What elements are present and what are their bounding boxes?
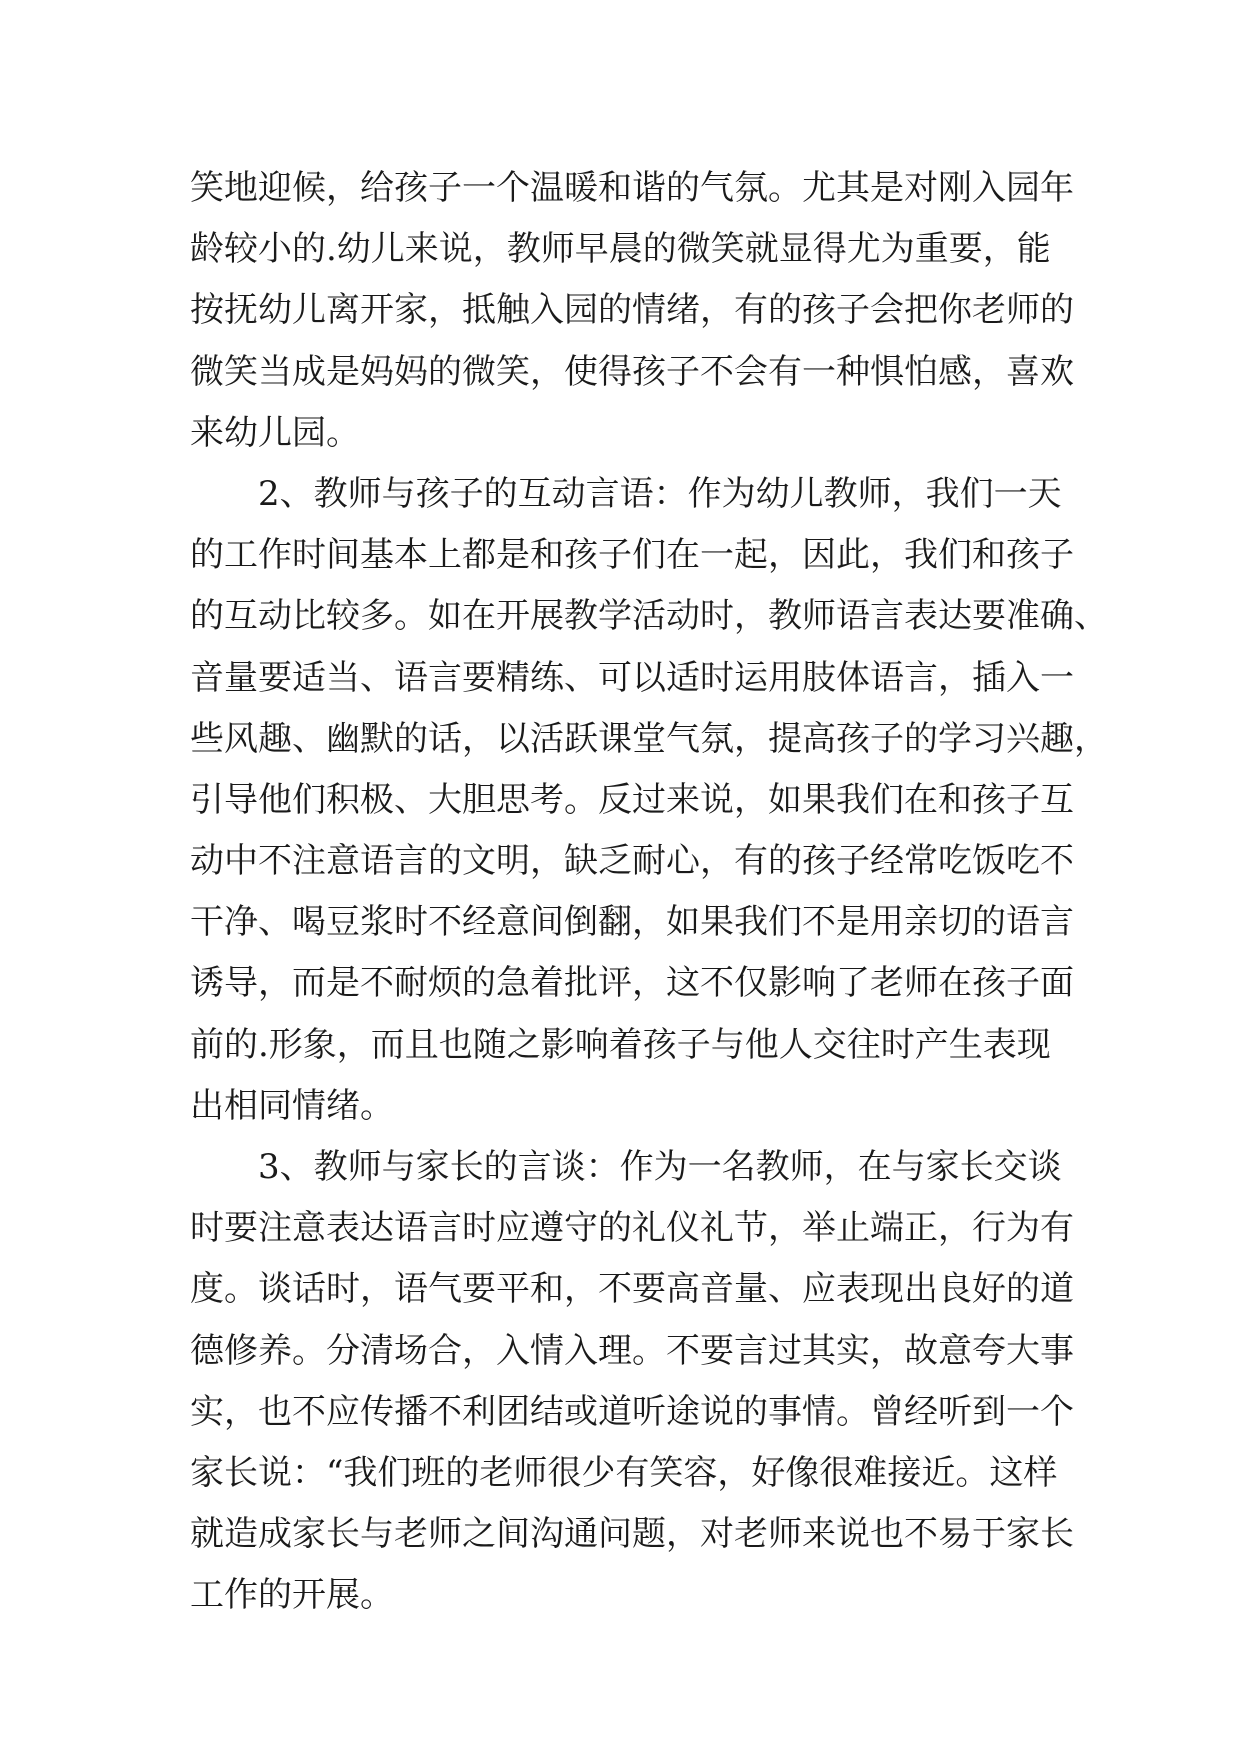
body-line: 的工作时间基本上都是和孩子们在一起，因此，我们和孩子 [190, 535, 1074, 576]
body-line: 的互动比较多。如在开展教学活动时，教师语言表达要准确、 [190, 596, 1108, 637]
body-line: 实，也不应传播不利团结或道听途说的事情。曾经听到一个 [190, 1391, 1074, 1432]
body-line: 就造成家长与老师之间沟通问题，对老师来说也不易于家长 [190, 1514, 1074, 1555]
body-line: 出相同情绪。 [190, 1085, 394, 1126]
body-line: 诱导，而是不耐烦的急着批评，这不仅影响了老师在孩子面 [190, 963, 1074, 1004]
body-line: 时要注意表达语言时应遵守的礼仪礼节，举止端正，行为有 [190, 1208, 1074, 1249]
document-body [190, 158, 1108, 1627]
body-line: 微笑当成是妈妈的微笑，使得孩子不会有一种惧怕感，喜欢 [190, 351, 1074, 392]
body-line: 干净、喝豆浆时不经意间倒翻，如果我们不是用亲切的语言 [190, 902, 1074, 943]
paragraph-first-line: 2、教师与孩子的互动言语：作为幼儿教师，我们一天 [258, 473, 1062, 514]
body-line: 龄较小的.幼儿来说，教师早晨的微笑就显得尤为重要，能 [190, 229, 1051, 270]
body-line: 前的.形象，而且也随之影响着孩子与他人交往时产生表现 [190, 1024, 1051, 1065]
body-line: 音量要适当、语言要精练、可以适时运用肢体语言，插入一 [190, 657, 1074, 698]
body-line: 德修养。分清场合，入情入理。不要言过其实，故意夸大事 [190, 1330, 1074, 1371]
body-line: 引导他们积极、大胆思考。反过来说，如果我们在和孩子互 [190, 779, 1074, 820]
body-line: 些风趣、幽默的话，以活跃课堂气氛，提高孩子的学习兴趣， [190, 718, 1108, 759]
body-line: 按抚幼儿离开家，抵触入园的情绪，有的孩子会把你老师的 [190, 290, 1074, 331]
body-line: 家长说：“我们班的老师很少有笑容，好像很难接近。这样 [190, 1452, 1058, 1493]
body-line: 动中不注意语言的文明，缺乏耐心，有的孩子经常吃饭吃不 [190, 841, 1074, 882]
body-line: 笑地迎候，给孩子一个温暖和谐的气氛。尤其是对刚入园年 [190, 168, 1074, 208]
body-line: 来幼儿园。 [190, 412, 360, 453]
body-line: 度。谈话时，语气要平和，不要高音量、应表现出良好的道 [190, 1269, 1074, 1310]
paragraph-first-line: 3、教师与家长的言谈：作为一名教师，在与家长交谈 [258, 1147, 1062, 1187]
body-line: 工作的开展。 [190, 1575, 394, 1616]
